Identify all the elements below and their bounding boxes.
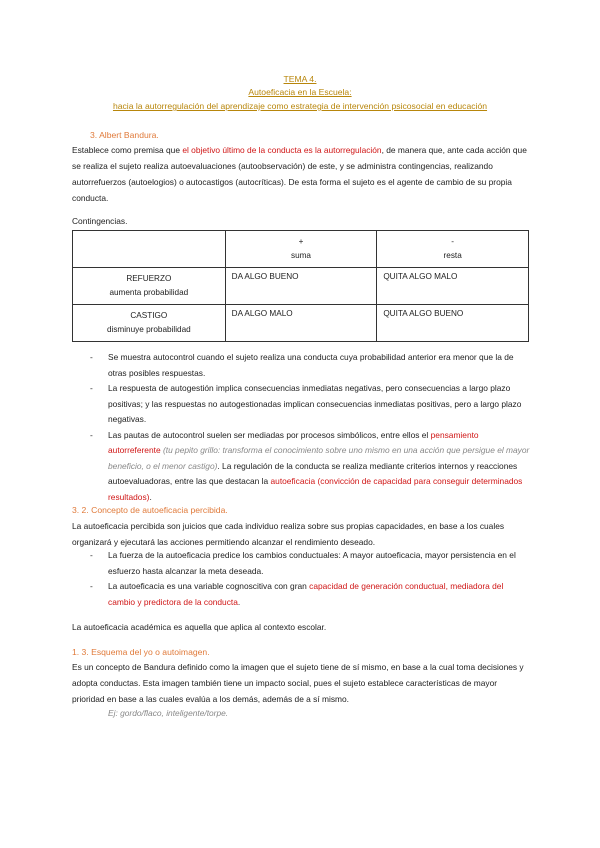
tema-label: TEMA 4.: [283, 74, 317, 84]
paragraph-autoimagen: Es un concepto de Bandura definido como la imagen que el sujeto tiene de sí mismo, en base a la cual toma decisiones y adopta conductas. Esta imagen también tiene un impacto social, pues el sujeto establece características de mayor prioridad en base a las cuales evalúa a los demás, además de a sí mismo.: [72, 662, 524, 704]
table-cell: DA ALGO MALO: [225, 305, 377, 342]
document-title: Autoeficacia en la Escuela:: [248, 87, 352, 97]
section-heading-autoimagen: 1. 3. Esquema del yo o autoimagen.: [72, 647, 210, 657]
table-header-cell-suma: [225, 231, 377, 268]
text: . La regulación de la conducta se realiza mediante criterios internos y reacciones autoevaluadoras, entre las que destacan la: [108, 460, 518, 486]
text: , de manera que, ante cada acción que se realiza el sujeto realiza autoevaluaciones (autoobservación) de este, y se administra contingencias, realizando autorrefuerzos (autoelogios) o autocastigos (autocríticas). De esta forma el sujeto es el agente de cambio de su propia conducta.: [72, 145, 527, 203]
text: La respuesta de autogestión implica consecuencias inmediatas negativas, pero consecuencias a largo plazo positivas; y las respuestas no autogestionadas implican consecuencias inmediatas positivas, pero a largo plazo negativas.: [108, 383, 522, 424]
paragraph-bandura: [72, 142, 528, 206]
highlight-text: capacidad de generación conductual, mediadora del cambio y predictora de la conducta: [108, 581, 504, 607]
highlight-text: pensamiento autorreferente: [108, 429, 479, 455]
list-item: - Las pautas de autocontrol suelen ser mediadas por procesos simbólicos, entre ellos el pensamiento autorreferente (tu pepito grillo: transforma el conocimiento sobre uno mismo en una acción que persigue el mayor beneficio, o el menor castigo). La regulación de la conducta se realiza mediante criterios internos y reacciones autoevaluadoras, entre las que destacan la autoeficacia (convicción de capacidad para conseguir determinados resultados).: [90, 429, 530, 502]
suma-label: suma: [290, 251, 311, 260]
highlight-text: el objetivo último de la conducta es la autorregulación: [182, 145, 382, 155]
text: .: [237, 596, 241, 607]
bullet-list-autoeficacia: [72, 548, 530, 610]
table-header-cell: [73, 231, 226, 268]
row-desc: aumenta probabilidad: [109, 288, 189, 297]
paragraph-autoeficacia: La autoeficacia percibida son juicios que cada individuo realiza sobre sus propias capacidades, en base a los cuales organizará y ejecutará las acciones permitiendo alcanzar el rendimiento deseado.: [72, 521, 505, 547]
table-header-row: [73, 231, 529, 268]
list-item: - La autoeficacia es una variable cognoscitiva con gran capacidad de generación conductual, mediadora del cambio y predictora de la conducta.: [90, 581, 504, 607]
section-heading-autoeficacia: 3. 2. Concepto de autoeficacia percibida.: [72, 505, 228, 515]
bullet-list-autocontrol: [72, 350, 530, 505]
example-text: Ej: gordo/flaco, inteligente/torpe.: [108, 708, 229, 718]
text: Las pautas de autocontrol suelen ser mediadas por procesos simbólicos, entre ellos el: [108, 429, 431, 440]
plus-sign: +: [298, 237, 304, 246]
minus-sign: -: [451, 237, 455, 246]
aside-text: (tu pepito grillo: transforma el conocimiento sobre uno mismo en una acción que persigue el mayor beneficio, o el menor castigo): [108, 445, 530, 471]
highlight-text: autoeficacia (convicción de capacidad para conseguir determinados resultados): [108, 476, 523, 502]
text: La fuerza de la autoeficacia predice los cambios conductuales: A mayor autoeficacia, mayor persistencia en el esfuerzo hasta alcanzar la meta deseada.: [108, 550, 516, 576]
document-subtitle: hacia la autorregulación del aprendizaje como estrategia de intervención psicosocial en educación: [112, 101, 488, 111]
contingencias-label: Contingencias.: [72, 216, 128, 226]
text: Establece como premisa que: [72, 145, 183, 155]
paragraph-autoeficacia-academica: La autoeficacia académica es aquella que aplica al contexto escolar.: [72, 622, 327, 632]
row-name: CASTIGO: [130, 311, 168, 320]
text: .: [149, 491, 152, 502]
row-name: REFUERZO: [126, 274, 172, 283]
table-cell: QUITA ALGO BUENO: [377, 305, 529, 342]
row-desc: disminuye probabilidad: [106, 325, 191, 334]
table-row: [73, 305, 529, 342]
table-cell: DA ALGO BUENO: [225, 268, 377, 305]
table-header-cell-resta: [377, 231, 529, 268]
table-cell-type: [73, 305, 226, 342]
list-item: - La respuesta de autogestión implica consecuencias inmediatas negativas, pero consecuencias a largo plazo positivas; y las respuestas no autogestionadas implican consecuencias inmediatas positivas, pero a largo plazo negativas.: [90, 383, 522, 424]
text: Se muestra autocontrol cuando el sujeto realiza una conducta cuya probabilidad anterior era menor que la de otras posibles respuestas.: [108, 352, 514, 378]
list-item: - Se muestra autocontrol cuando el sujeto realiza una conducta cuya probabilidad anterior era menor que la de otras posibles respuestas.: [90, 352, 514, 378]
table-cell: QUITA ALGO MALO: [377, 268, 529, 305]
table-row: [73, 268, 529, 305]
resta-label: resta: [443, 251, 462, 260]
table-cell-type: [73, 268, 226, 305]
section-heading-bandura: 3. Albert Bandura.: [90, 130, 159, 140]
list-item: - La fuerza de la autoeficacia predice los cambios conductuales: A mayor autoeficacia, mayor persistencia en el esfuerzo hasta alcanzar la meta deseada.: [90, 550, 516, 576]
contingencias-table: [72, 230, 529, 342]
text: La autoeficacia es una variable cognoscitiva con gran: [108, 581, 310, 591]
